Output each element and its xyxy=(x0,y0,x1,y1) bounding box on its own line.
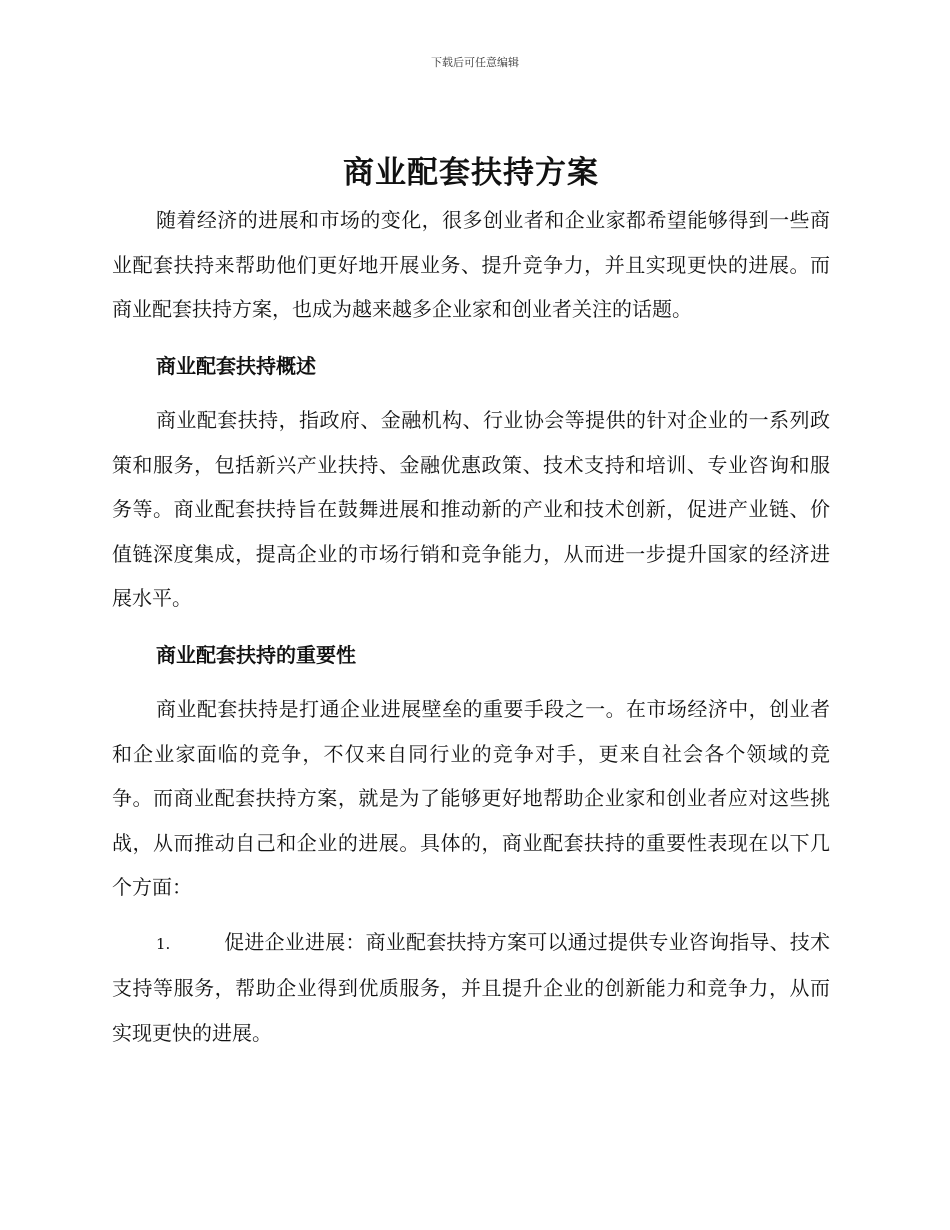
list-item-number: 1. xyxy=(156,934,171,953)
section-heading-importance: 商业配套扶持的重要性 xyxy=(156,642,356,667)
page-header-note: 下载后可任意编辑 xyxy=(431,56,519,69)
document-body xyxy=(112,148,830,1055)
intro-paragraph: 随着经济的进展和市场的变化，很多创业者和企业家都希望能够得到一些商业配套扶持来帮助他们更好地开展业务、提升竞争力，并且实现更快的进展。而商业配套扶持方案，也成为越来越多企业家和创业者关注的话题。 xyxy=(112,208,830,321)
section-heading-overview: 商业配套扶持概述 xyxy=(156,353,316,378)
list-item xyxy=(112,920,830,1056)
section-body-overview: 商业配套扶持，指政府、金融机构、行业协会等提供的针对企业的一系列政策和服务，包括新兴产业扶持、金融优惠政策、技术支持和培训、专业咨询和服务等。商业配套扶持旨在鼓舞进展和推动新的产业和技术创新，促进产业链、价值链深度集成，提高企业的市场行销和竞争能力，从而进一步提升国家的经济进展水平。 xyxy=(112,408,830,610)
section-body-importance: 商业配套扶持是打通企业进展壁垒的重要手段之一。在市场经济中，创业者和企业家面临的竞争，不仅来自同行业的竞争对手，更来自社会各个领域的竞争。而商业配套扶持方案，就是为了能够更好地帮助企业家和创业者应对这些挑战，从而推动自己和企业的进展。具体的，商业配套扶持的重要性表现在以下几个方面： xyxy=(112,697,830,899)
list-item-text: 促进企业进展：商业配套扶持方案可以通过提供专业咨询指导、技术支持等服务，帮助企业得到优质服务，并且提升企业的创新能力和竞争力，从而实现更快的进展。 xyxy=(112,929,830,1045)
document-title: 商业配套扶持方案 xyxy=(343,155,599,191)
